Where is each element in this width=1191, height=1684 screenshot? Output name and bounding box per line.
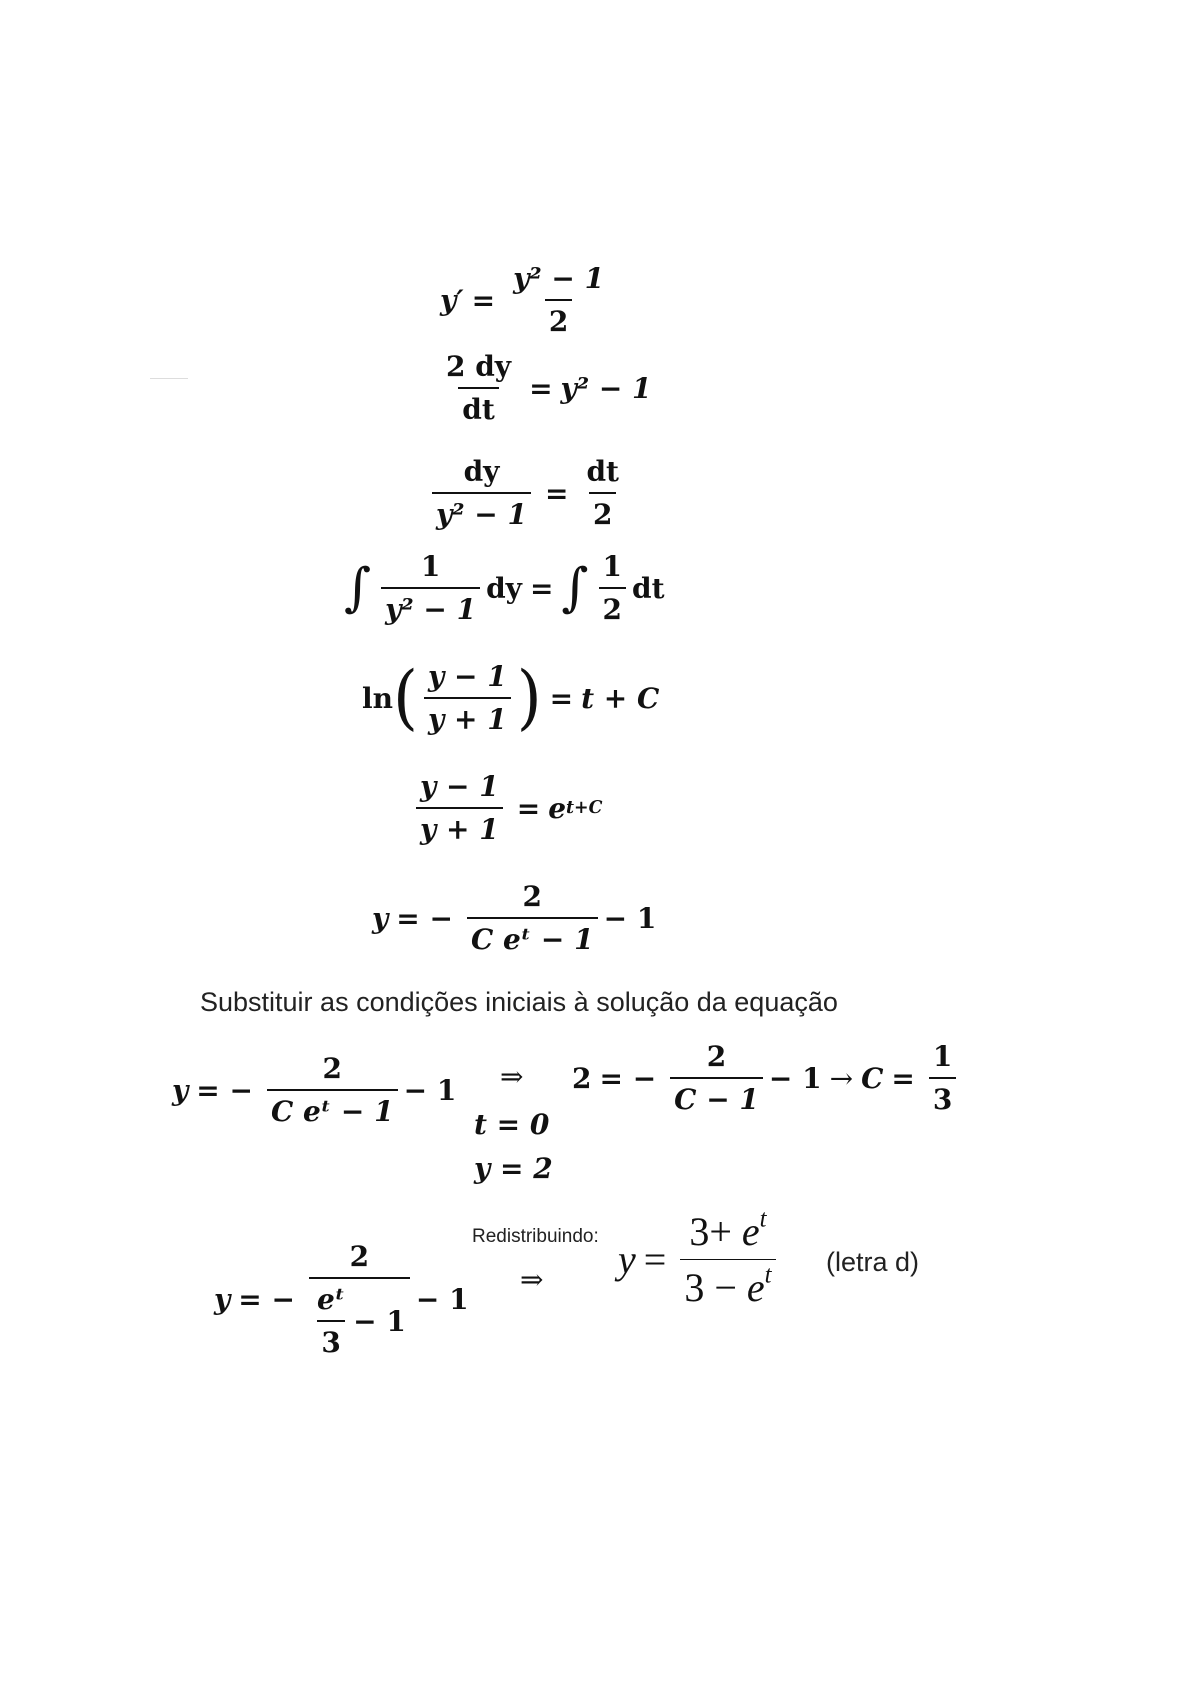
numerator (685, 1205, 770, 1259)
exponential-base: e (548, 791, 567, 825)
fraction (416, 770, 503, 846)
numerator-exp: t (759, 1205, 767, 1233)
fraction (424, 660, 511, 736)
denominator-term: 3 − (684, 1265, 737, 1310)
fraction (309, 1240, 410, 1359)
numerator: y − 1 (420, 770, 499, 803)
equals: = (529, 571, 554, 605)
rhs: y² − 1 (560, 371, 652, 405)
equation-step-4 (344, 550, 665, 626)
substitution-lhs (172, 1052, 456, 1128)
fraction-right (582, 455, 623, 531)
numerator: 2 (522, 880, 543, 913)
equals: = (549, 681, 574, 715)
inner-fraction (313, 1283, 349, 1359)
equation-step-5 (362, 657, 660, 739)
denominator: 2 (599, 587, 626, 626)
denominator: 2 (545, 299, 572, 338)
fraction-right (599, 550, 626, 626)
equals: = (529, 371, 553, 405)
lhs: y (214, 1283, 231, 1316)
equation-step-1 (440, 262, 614, 338)
lhs: 2 (572, 1061, 592, 1095)
final-result (618, 1205, 782, 1311)
fraction (509, 262, 608, 338)
equals: = (544, 476, 569, 510)
equation-step-2 (436, 350, 652, 426)
fraction (670, 1040, 763, 1116)
y-value: y = 2 (474, 1152, 553, 1185)
result-fraction (680, 1205, 775, 1311)
final-implies-arrow (520, 1263, 543, 1296)
answer-label: (letra d) (826, 1247, 920, 1277)
numerator-term: 3+ (689, 1209, 732, 1254)
section-heading: Substituir as condições iniciais à solução da equação (200, 987, 838, 1017)
denominator: dt (458, 387, 499, 426)
fraction (442, 350, 515, 426)
denominator-exp: t (764, 1261, 772, 1289)
fraction (267, 1052, 398, 1128)
denominator (680, 1259, 775, 1311)
denominator-exp-base: e (746, 1265, 765, 1310)
fraction (467, 880, 598, 956)
equals: = (516, 791, 541, 825)
numerator: 1 (932, 1040, 953, 1073)
numerator: 2 (349, 1240, 370, 1273)
denominator: C − 1 (670, 1077, 763, 1116)
numerator: 2 dy (446, 350, 512, 383)
denominator: y + 1 (416, 807, 503, 846)
denominator (309, 1277, 410, 1359)
equals: = (643, 1237, 667, 1282)
t-value: t = 0 (474, 1108, 550, 1141)
denominator: y + 1 (424, 697, 511, 736)
lhs: y (618, 1237, 636, 1282)
implies-arrow (500, 1060, 523, 1093)
denominator: y² − 1 (381, 587, 480, 626)
numerator: dy (463, 455, 500, 488)
integral-sign: ∫ (344, 558, 372, 618)
inner-tail: − 1 (353, 1304, 406, 1338)
equals-minus: = − (599, 1061, 657, 1095)
equals: = (891, 1061, 915, 1095)
fraction-left (381, 550, 480, 626)
left-paren: ( (393, 657, 418, 739)
constant-c: C (861, 1061, 884, 1095)
denominator: 2 (589, 492, 616, 531)
tail: − 1 (768, 1061, 822, 1095)
implies-icon: ⇒ (500, 1060, 524, 1093)
final-lhs (214, 1240, 469, 1359)
right-arrow-icon: → (829, 1061, 854, 1095)
equals-minus: = − (238, 1283, 295, 1316)
lhs: y (172, 1073, 189, 1107)
equals-minus: = − (196, 1073, 253, 1107)
numerator: 1 (420, 550, 441, 583)
numerator: 2 (706, 1040, 727, 1073)
equation-step-3 (426, 455, 629, 531)
differential: dt (631, 571, 665, 605)
lhs: y (372, 901, 389, 935)
denominator: C eᵗ − 1 (267, 1089, 398, 1128)
rhs: t + C (581, 681, 660, 715)
lhs: y′ (440, 283, 464, 317)
fraction-left (432, 455, 531, 531)
ln-function: ln (362, 681, 393, 715)
faint-divider (150, 378, 188, 379)
denominator: C eᵗ − 1 (467, 917, 598, 956)
numerator: 1 (602, 550, 622, 583)
equation-step-7 (372, 880, 656, 956)
denominator: y² − 1 (432, 492, 531, 531)
differential: dy (486, 571, 522, 605)
inner-denominator: 3 (317, 1320, 344, 1359)
denominator: 3 (929, 1077, 956, 1116)
tail: − 1 (403, 1073, 457, 1107)
inner-numerator: eᵗ (316, 1283, 346, 1316)
condition-y (474, 1152, 553, 1185)
condition-t (474, 1108, 549, 1141)
implies-icon: ⇒ (520, 1263, 544, 1296)
numerator-exp-base: e (741, 1209, 760, 1254)
tail: − 1 (415, 1283, 469, 1316)
numerator: 2 (322, 1052, 343, 1085)
tail: − 1 (603, 901, 657, 935)
substitution-result (572, 1040, 962, 1116)
integral-sign: ∫ (561, 558, 589, 618)
c-fraction (929, 1040, 956, 1116)
equals-minus: = − (396, 901, 453, 935)
equation-step-6: $\frac{y - 1}{y + 1}$ = e t+C (410, 770, 602, 846)
redistribute-label: Redistribuindo: (472, 1226, 599, 1247)
numerator: y − 1 (427, 660, 507, 693)
numerator: y² − 1 (513, 262, 605, 295)
right-paren: ) (516, 657, 542, 739)
equals: = (471, 283, 496, 317)
numerator: dt (586, 455, 619, 488)
